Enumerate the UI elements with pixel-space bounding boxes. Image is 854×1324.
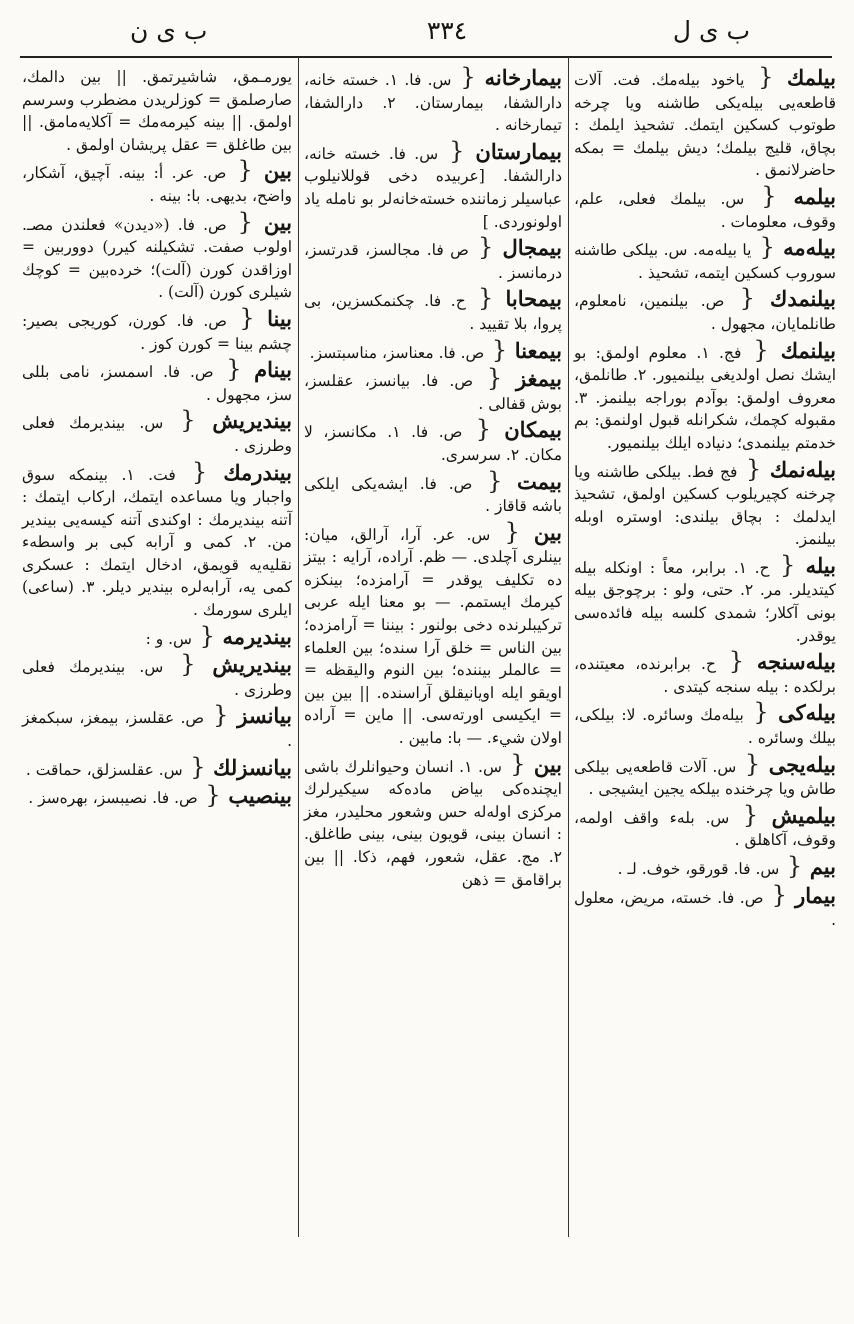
entry-definition: فج فط. بيلكى طاشنە ويا چرخنە كچيريلوب كسكين اولمق، تشحيذ ايدلمك : بچاق بيلندى: اوسترە اوبلە بيلنمز. xyxy=(574,462,836,549)
entry-brace: { xyxy=(465,284,506,313)
dictionary-entry xyxy=(22,66,292,156)
entry-headword: بينديريش xyxy=(212,408,292,434)
dictionary-entry xyxy=(574,698,837,749)
entry-brace: { xyxy=(744,63,788,91)
dictionary-entry xyxy=(574,454,836,551)
entry-brace: { xyxy=(462,415,505,444)
entry-brace: { xyxy=(769,550,806,579)
entry-headword: بيمعنا xyxy=(514,337,562,363)
dictionary-entry xyxy=(574,284,836,335)
entry-definition: س. فا. خستە خانە، دارالشفا. [عربيدە دخى قوللانيلوب عباسيلر زمانندە خستەخانەلر بو ناملە ياد اولونوردى. ] xyxy=(304,144,562,231)
dictionary-entry xyxy=(574,181,837,233)
entry-brace: { xyxy=(438,136,476,165)
entry-brace: { xyxy=(182,752,214,781)
entry-brace: { xyxy=(741,335,781,364)
entry-brace: { xyxy=(213,355,255,384)
dictionary-entry xyxy=(574,852,836,881)
entry-definition: س. فا. ١. خستە خانە، دارالشفا، بيمارستان. ٢. دارالشفا، تيمارخانە . xyxy=(304,71,562,135)
entry-headword: بيلمە xyxy=(793,183,837,209)
dictionary-entry xyxy=(304,517,562,750)
entry-definition: س. بلەء واقف اولمە، وقوف، آكاهلق . xyxy=(574,808,836,850)
entry-brace: { xyxy=(751,233,784,262)
entry-definition: س. عقلسزلق، حماقت . xyxy=(25,760,183,779)
entry-definition: بيلەمك وسائرە. لا: بيلكى، بيلك وسائرە . xyxy=(574,706,836,748)
entry-headword: بيلە xyxy=(805,552,836,578)
entry-brace: { xyxy=(763,880,796,909)
entry-definition: ص. فا. («ديدن» فعلندن مصـ. اولوب صفت. تشكيلنە كيرر) دووربين = اوزاقدن كورن (آلت)؛ خردەبين = كوچك شيلرى كورن (آلت) . xyxy=(22,215,292,302)
dictionary-entry xyxy=(22,303,292,355)
entry-headword: بيمارخانە xyxy=(484,65,563,90)
entry-brace: { xyxy=(715,647,757,676)
dictionary-entry xyxy=(22,355,292,406)
entry-headword: بيمكان xyxy=(504,417,562,443)
entry-definition: ص. فا. خستە، مريض، معلول . xyxy=(574,888,836,930)
entry-brace: { xyxy=(724,284,771,313)
entry-headword: بيلەيجى xyxy=(768,751,836,777)
entry-headword: بيانسز xyxy=(237,703,293,729)
entry-definition: ياخود بيلەمك. فت. آلات قاطعەيى بيلەيكى طاشنە ويا چرخە طوتوب كسكين ايتمك. تشحيذ ايلمك : بچاق، قليج بيلمك؛ ديش بيلمك = بمكە حاضرلانمق . xyxy=(574,71,836,180)
entry-headword: بيم xyxy=(809,854,836,879)
entry-brace: { xyxy=(227,303,268,332)
dictionary-entry xyxy=(574,800,836,852)
entry-headword: بيمار xyxy=(795,882,836,908)
entry-headword: بيلەكى xyxy=(778,700,837,726)
dictionary-entry xyxy=(574,749,836,801)
entry-brace: { xyxy=(226,207,264,236)
entry-headword: بيمجال xyxy=(502,235,562,261)
entry-headword: بيلميش xyxy=(771,802,836,828)
entry-headword: بيلەسنجە xyxy=(756,649,836,675)
entry-brace: { xyxy=(779,852,810,880)
dictionary-entry xyxy=(22,650,292,701)
dictionary-entry xyxy=(574,335,836,455)
entry-headword: بيمحابا xyxy=(505,286,562,312)
entry-brace: { xyxy=(484,335,515,364)
header-rule xyxy=(20,56,832,58)
entry-definition: ص. فا. بيانسز، عقلسز، بوش قفالى . xyxy=(304,372,562,413)
column-left xyxy=(22,66,292,813)
dictionary-entry xyxy=(22,457,293,622)
entry-headword: بين xyxy=(533,519,562,545)
entry-brace: { xyxy=(736,749,769,778)
entry-definition: س. بيلمك فعلى، علم، وقوف، معلومات . xyxy=(574,189,836,231)
entry-definition: ص. بيلنمين، نامعلوم، طانلمايان، مجهول . xyxy=(574,292,836,333)
dictionary-entry xyxy=(304,63,563,137)
entry-definition: س. بينديرمك فعلى وطرزى . xyxy=(22,658,292,699)
entry-definition: يورمـمق، شاشيرتمق. || بين دالمك، صارصلمق = كوزلريدن مضطرب وسرسم اولمق. || بينە كيرمەمك = آكلايەمامق. || بين طاغلق = عقل پريشان اولمق . xyxy=(22,68,292,154)
entry-brace: { xyxy=(204,701,238,730)
entry-definition: ص فا. مجالسز، قدرتسز، درمانسز . xyxy=(304,241,562,282)
entry-headword: بينديريش xyxy=(212,652,292,678)
dictionary-entry xyxy=(304,415,562,466)
entry-definition: س. آلات قاطعەيى بيلكى طاش ويا چرخندە بيلكە يجين ايشيجى . xyxy=(574,757,836,799)
entry-headword: بين xyxy=(263,209,292,235)
entry-headword: بينصيب xyxy=(228,783,292,809)
entry-brace: { xyxy=(473,364,516,393)
entry-brace: { xyxy=(191,621,223,650)
entry-headword: بيندرمك xyxy=(223,459,292,485)
entry-headword: بيمت xyxy=(517,468,562,494)
entry-brace: { xyxy=(743,698,779,727)
entry-brace: { xyxy=(175,457,224,486)
column-middle xyxy=(304,63,563,894)
entry-headword: بيلەنمك xyxy=(769,456,836,482)
column-divider-right xyxy=(568,57,569,1237)
entry-brace: { xyxy=(226,156,264,185)
column-divider-left xyxy=(298,57,299,1237)
entry-definition: ص. فا. اسمسز، نامى بللى سز، مجهول . xyxy=(22,363,292,404)
dictionary-entry xyxy=(22,156,292,207)
entry-headword: بيانسزلك xyxy=(213,754,292,780)
entry-definition: ح. ١. برابر، معاً : اونكلە بيلە كيتديلر. مر. ٢. حتى، ولو : برچوجق بيلە بونى آكلار؛ شمدى كلسە بيلە فائدەسى يوقدر. xyxy=(574,558,836,645)
entry-headword: بيلنمك xyxy=(780,337,836,363)
header-left-guide: ب ى ن xyxy=(130,16,208,45)
entry-headword: بيمارستان xyxy=(475,138,563,164)
entry-brace: { xyxy=(468,233,503,262)
entry-brace: { xyxy=(197,781,229,810)
dictionary-entry xyxy=(22,752,292,782)
entry-brace: { xyxy=(472,466,518,495)
header-right-guide: ب ى ل xyxy=(672,16,750,45)
dictionary-entry xyxy=(574,233,837,284)
entry-brace: { xyxy=(163,406,213,435)
column-right xyxy=(574,63,837,935)
entry-definition: س. ١. انسان وحيوانلرك باشى ايچندەكى بياض مادەكە سيكيرلرك مركزى اولەلە حس وشعور محليدر، مغز : انسان بينى، قويون بينى، بينى طاغلق. ٢. مج. عقل، شعور، فهم، ذكا. || بين براقامق = ذهن xyxy=(304,757,562,889)
entry-brace: { xyxy=(490,517,534,546)
entry-brace: { xyxy=(451,63,485,91)
dictionary-entry xyxy=(22,207,292,304)
entry-headword: بين xyxy=(263,158,292,184)
entry-headword: بين xyxy=(533,751,562,777)
entry-headword: بينام xyxy=(254,357,292,383)
entry-definition: ص. فا. كورن، كوريجى بصير: چشم بينا = كورن كوز . xyxy=(22,311,292,353)
entry-definition: فت. ١. بينمكە سوق واجبار ويا مساعدە ايتمك، اركاب ايتمك : آتنە بينديرمك : اوكندى آتنە كيسەيى بيندير من. ٢. كمى و آرابە كبى بر واسطەء نقليەيە قويمق، ادخال ايتمك : عسكرى كمى يە، آرابەلرە بيندير ديلر. ٣. (ساعى) ايلرى سورمك . xyxy=(22,465,293,620)
entry-definition: ح. فا. چكنمكسزين، بى پروا، بلا تقييد . xyxy=(304,292,562,333)
entry-definition: س. عر. آرا، آرالق، ميان: بينلرى آچلدى. — ظم. آرادە، آرايە : بيتز دە تكليف يوقدر = آرامزدە؛ بينكزە كيرمك ايستمم. — بو معنا ايلە عربى تركيبلرندە دخى بولنور : بيننا = آرامزدە؛ بين الناس = خلق آرا سندە؛ بين العلماء = عالملر بينندە؛ بين النوم واليقظە = اويقو ايلە اويانيقلق آراسندە. || بين بين = ايكيسى اورتەسى. || ماين = آرادە اولان شيء. — با: مابين . xyxy=(304,525,562,748)
entry-brace: { xyxy=(163,650,213,679)
entry-definition: س. بينديرمك فعلى وطرزى . xyxy=(22,414,292,455)
dictionary-entry xyxy=(304,136,563,233)
dictionary-entry xyxy=(574,63,836,182)
entry-brace: { xyxy=(737,454,770,483)
dictionary-entry xyxy=(22,701,293,752)
dictionary-entry xyxy=(574,647,836,698)
entry-definition: ص. فا. ايشەيكى ايلكى باشە قاقاز . xyxy=(304,474,562,516)
entry-headword: بيمغز xyxy=(515,366,562,392)
dictionary-entry xyxy=(304,335,562,365)
entry-definition: س. و : xyxy=(145,629,192,648)
entry-brace: { xyxy=(729,800,772,829)
dictionary-entry xyxy=(304,233,562,284)
entry-definition: يا بيلەمە. س. بيلكى طاشنە سوروب كسكين ايتمە، تشحيذ . xyxy=(574,241,836,282)
entry-definition: س. فا. قورقو، خوف. لـ . xyxy=(617,860,780,878)
entry-brace: { xyxy=(744,181,794,210)
dictionary-entry xyxy=(22,621,292,651)
dictionary-entry xyxy=(304,466,562,518)
entry-definition: ص. فا. معناسز، مناسبتسز. xyxy=(309,343,485,362)
dictionary-entry xyxy=(574,880,836,932)
page-number: ٣٣٤ xyxy=(426,16,468,45)
page-header xyxy=(22,14,832,48)
entry-headword: بينا xyxy=(267,305,292,331)
entry-brace: { xyxy=(501,749,534,778)
entry-definition: ح. برابرندە، معيتندە، برلكدە : بيلە سنجە كيتدى . xyxy=(574,655,836,696)
entry-headword: بيلنمدك xyxy=(770,286,836,312)
entry-definition: ص. عقلسز، بيمغز، سبكمغز . xyxy=(22,709,292,751)
dictionary-entry xyxy=(22,406,292,457)
dictionary-entry xyxy=(22,781,292,810)
dictionary-entry xyxy=(304,749,562,892)
dictionary-entry xyxy=(304,284,562,335)
dictionary-entry xyxy=(574,550,836,647)
entry-headword: بيلەمە xyxy=(783,235,837,261)
entry-definition: ص. فا. ١. مكانسز، لا مكان. ٢. سرسرى. xyxy=(304,423,562,464)
entry-definition: ص. عر. أ: بينە. آچيق، آشكار، واضح، بديهى. با: بينە . xyxy=(22,164,292,205)
entry-definition: فج. ١. معلوم اولمق: بو ايشك نصل اولديغى بيلنميور. ٢. طانلمق، معروف اولمق: بوآدم بوراجە بيلنمز. ٣. مقبولە كچمك، شكرانلە قبول اولنمق: بم خدمتم بيلنمدى؛ دنيادە ايلك بيلنميور. xyxy=(574,343,836,452)
entry-headword: بينديرمە xyxy=(222,623,292,649)
entry-headword: بيلمك xyxy=(787,65,836,90)
entry-definition: ص. فا. نصيبسز، بهرەسز . xyxy=(28,789,198,808)
dictionary-entry xyxy=(304,364,562,415)
